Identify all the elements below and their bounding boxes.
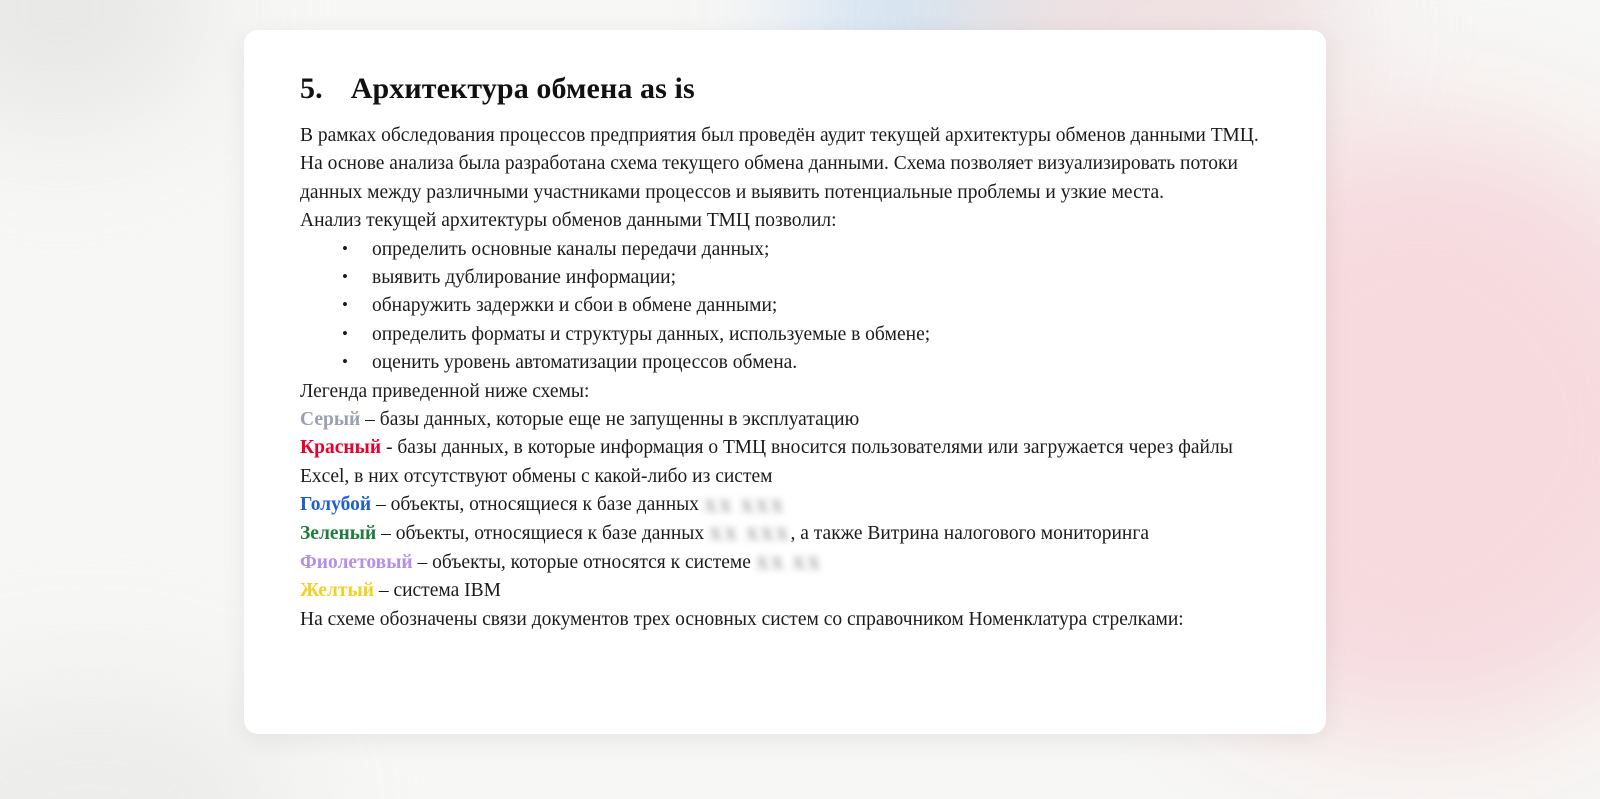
heading-text: Архитектура обмена as is [350, 72, 695, 105]
legend-item-violet [300, 549, 1278, 578]
legend-item-yellow [300, 577, 1278, 605]
legend-keyword-grey: Серый [300, 409, 361, 431]
legend-keyword-green: Зеленый [300, 523, 377, 545]
legend-text-grey: – базы данных, которые еще не запущенны в эксплуатацию [360, 409, 860, 431]
list-item: • обнаружить задержки и сбои в обмене данными; [336, 292, 1278, 320]
legend-text-green: – объекты, относящиеся к базе данных [376, 523, 709, 545]
legend-text-green-after: , а также Витрина налогового мониторинга [790, 523, 1149, 545]
redacted-token-violet: XX XX [755, 553, 823, 574]
legend-text-yellow: – система IBM [373, 580, 501, 602]
list-item: • определить основные каналы передачи данных; [336, 236, 1278, 264]
legend-keyword-blue: Голубой [300, 494, 372, 516]
list-item: • оценить уровень автоматизации процессов обмена. [336, 349, 1278, 377]
paragraph-1: В рамках обследования процессов предприятия был проведён аудит текущей архитектуры обменов данными ТМЦ. [300, 125, 1259, 146]
legend-item-green [300, 520, 1278, 549]
legend-text-violet: – объекты, которые относятся к системе [412, 551, 756, 573]
redacted-token-green: XX XXX [709, 524, 791, 545]
legend-item-red [300, 434, 1278, 491]
paragraph-2: На основе анализа была разработана схема текущего обмена данными. Схема позволяет визуализировать потоки данных между различными участниками процессов и выявить потенциальные проблемы и узкие места. [300, 153, 1238, 203]
legend-text-blue: – объекты, относящиеся к базе данных [371, 494, 704, 516]
analysis-bullet-list [300, 236, 1278, 378]
closing-paragraph: На схеме обозначены связи документов трех основных систем со справочником Номенклатура стрелками: [300, 608, 1184, 630]
legend-keyword-yellow: Желтый [300, 580, 374, 602]
paragraph-3: Анализ текущей архитектуры обменов данными ТМЦ позволил: [300, 210, 837, 232]
document-card [244, 30, 1326, 734]
legend-keyword-violet: Фиолетовый [300, 551, 413, 573]
list-item: • определить форматы и структуры данных, используемые в обмене; [336, 321, 1278, 349]
legend-text-red: - базы данных, в которые информация о ТМЦ вносится пользователями или загружается через файлы Excel, в них отсутствуют обмены с какой-либо из систем [300, 437, 1233, 487]
legend-item-blue [300, 491, 1278, 520]
background-blob-grey-left [0, 0, 210, 130]
heading-number: 5. [300, 72, 323, 105]
page-title [300, 72, 1278, 106]
list-item: • выявить дублирование информации; [336, 264, 1278, 292]
redacted-token-blue: XX XXX [703, 495, 786, 516]
legend-intro: Легенда приведенной ниже схемы: [300, 380, 590, 402]
legend-keyword-red: Красный [300, 437, 382, 459]
legend-item-grey [300, 406, 1278, 434]
